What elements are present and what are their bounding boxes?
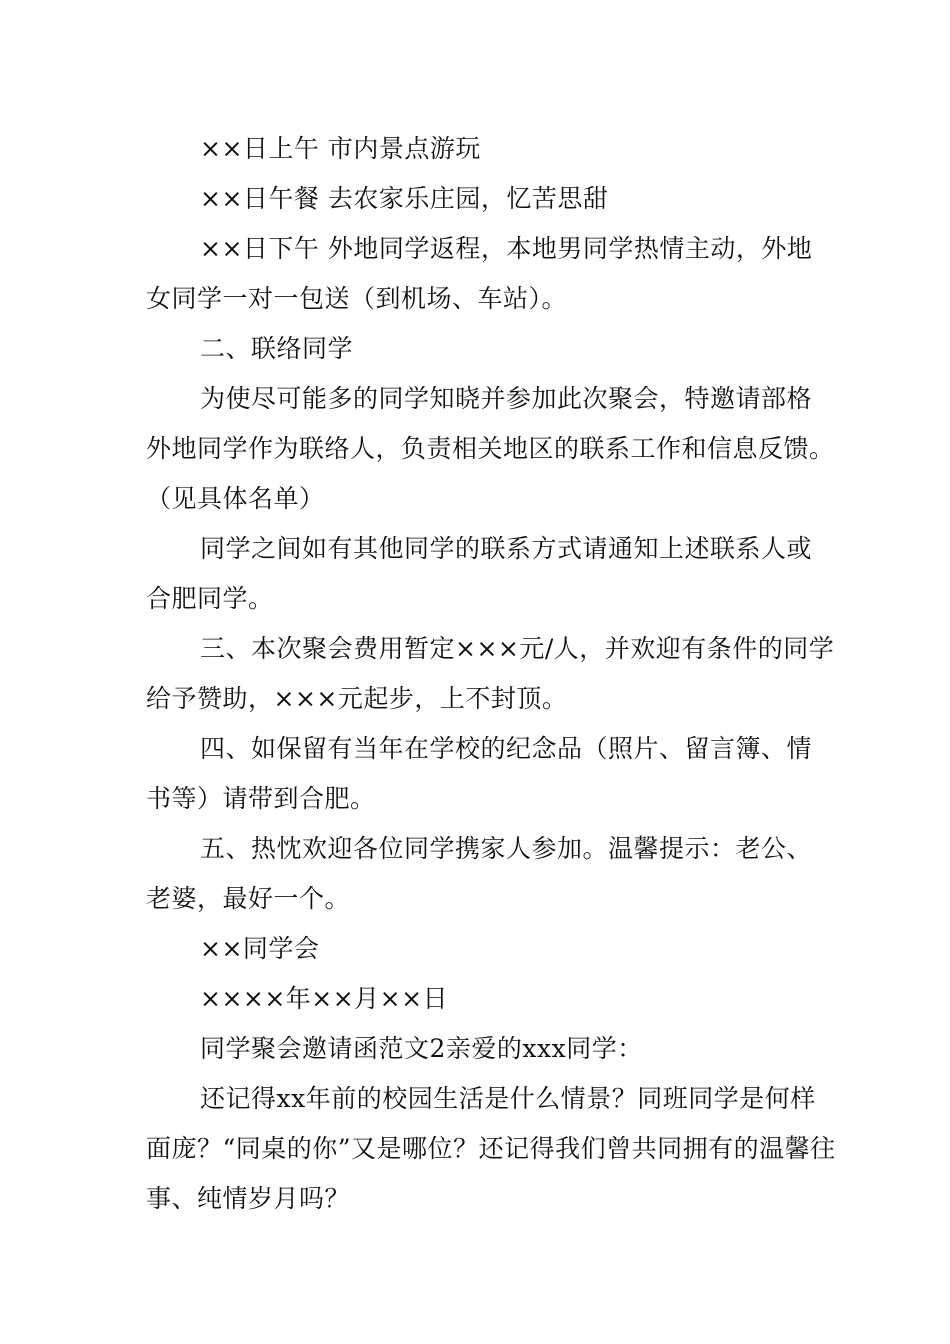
sample-2-paragraph: 还记得xx年前的校园生活是什么情景？同班同学是何样面庞？“同桌的你”又是哪位？还记得我们曾共同拥有的温馨往事、纯情岁月吗？ (146, 1084, 836, 1213)
signature-date: ××××年××月××日 (200, 984, 449, 1013)
schedule-morning: ××日上午 市内景点游玩 (200, 134, 481, 163)
contact-note: 同学之间如有其他同学的联系方式请通知上述联系人或合肥同学。 (146, 534, 813, 613)
schedule-lunch: ××日午餐 去农家乐庄园，忆苦思甜 (200, 184, 609, 213)
section-heading-contact: 二、联络同学 (200, 334, 354, 363)
fee-paragraph: 三、本次聚会费用暂定×××元/人，并欢迎有条件的同学给予赞助，×××元起步，上不封顶。 (146, 634, 835, 713)
document-body (146, 124, 836, 1224)
family-paragraph: 五、热忱欢迎各位同学携家人参加。温馨提示：老公、老婆，最好一个。 (146, 834, 813, 913)
schedule-afternoon: ××日下午 外地同学返程，本地男同学热情主动，外地女同学一对一包送（到机场、车站）。 (146, 234, 813, 313)
souvenir-paragraph: 四、如保留有当年在学校的纪念品（照片、留言簿、情书等）请带到合肥。 (146, 734, 813, 813)
sample-2-heading: 同学聚会邀请函范文2亲爱的xxx同学： (200, 1034, 643, 1063)
contact-paragraph: 为使尽可能多的同学知晓并参加此次聚会，特邀请部格外地同学作为联络人，负责相关地区的联系工作和信息反馈。（见具体名单） (146, 384, 835, 513)
signature-organizer: ××同学会 (200, 934, 320, 963)
